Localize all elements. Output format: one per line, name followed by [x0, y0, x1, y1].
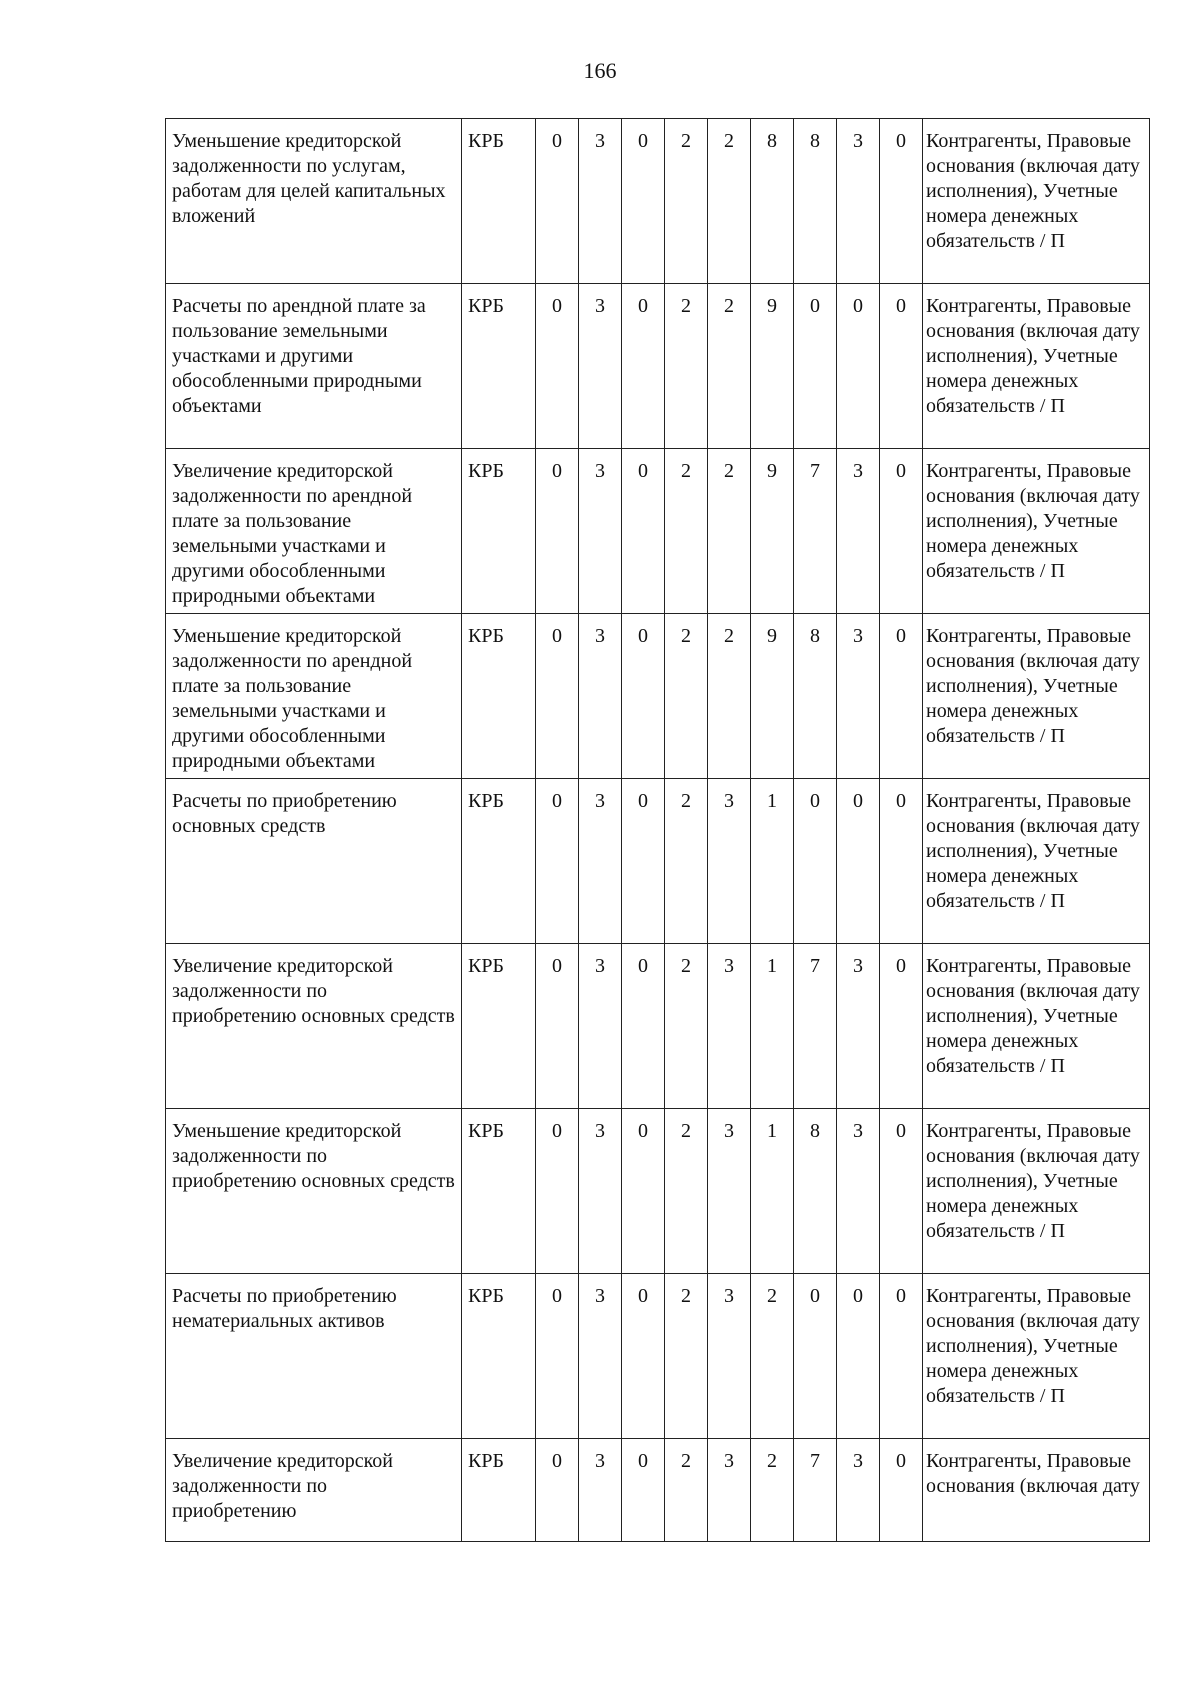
- account-digit: 0: [837, 1274, 880, 1439]
- account-digit: 2: [708, 119, 751, 284]
- account-digit: 3: [837, 119, 880, 284]
- table-row: [166, 449, 1150, 614]
- table-row: [166, 1109, 1150, 1274]
- account-digit: 0: [880, 1274, 923, 1439]
- account-digit: 3: [579, 614, 622, 779]
- account-digit: 2: [708, 614, 751, 779]
- account-digit: 2: [665, 284, 708, 449]
- table-body: [166, 119, 1150, 1542]
- account-digit: 0: [880, 449, 923, 614]
- account-digit: 0: [536, 944, 579, 1109]
- account-digit: 0: [880, 284, 923, 449]
- account-digit: 8: [751, 119, 794, 284]
- account-digit: 0: [794, 779, 837, 944]
- page-number: 166: [583, 58, 617, 83]
- row-description: Увеличение кредиторской задолженности по приобретению основных средств: [166, 944, 462, 1109]
- account-digit: 8: [794, 119, 837, 284]
- row-analytics: Контрагенты, Правовые основания (включая дату исполнения), Учетные номера денежных обязательств / П: [923, 779, 1150, 944]
- account-digit: 0: [536, 119, 579, 284]
- account-digit: 0: [880, 779, 923, 944]
- account-digit: 0: [880, 1439, 923, 1542]
- row-description: Увеличение кредиторской задолженности по приобретению: [166, 1439, 462, 1542]
- account-digit: 0: [794, 284, 837, 449]
- account-digit: 0: [536, 449, 579, 614]
- account-digit: 0: [622, 1439, 665, 1542]
- account-digit: 0: [837, 284, 880, 449]
- account-digit: 0: [622, 1109, 665, 1274]
- account-digit: 7: [794, 449, 837, 614]
- account-digit: 0: [536, 1274, 579, 1439]
- account-digit: 3: [708, 1274, 751, 1439]
- table-row: [166, 119, 1150, 284]
- row-code: КРБ: [462, 284, 536, 449]
- account-digit: 3: [579, 119, 622, 284]
- row-description: Уменьшение кредиторской задолженности по арендной плате за пользование земельными участками и другими обособленными природными объектами: [166, 614, 462, 779]
- account-digit: 2: [665, 1439, 708, 1542]
- account-digit: 2: [665, 119, 708, 284]
- row-code: КРБ: [462, 1274, 536, 1439]
- account-digit: 2: [665, 1274, 708, 1439]
- account-digit: 8: [794, 614, 837, 779]
- row-description: Расчеты по приобретению нематериальных активов: [166, 1274, 462, 1439]
- account-digit: 9: [751, 449, 794, 614]
- account-digit: 0: [880, 944, 923, 1109]
- row-code: КРБ: [462, 944, 536, 1109]
- account-digit: 1: [751, 944, 794, 1109]
- table-row: [166, 284, 1150, 449]
- account-digit: 7: [794, 944, 837, 1109]
- row-description: Расчеты по арендной плате за пользование земельными участками и другими обособленными природными объектами: [166, 284, 462, 449]
- row-code: КРБ: [462, 449, 536, 614]
- account-digit: 1: [751, 779, 794, 944]
- account-digit: 3: [579, 779, 622, 944]
- row-analytics: Контрагенты, Правовые основания (включая дату исполнения), Учетные номера денежных обязательств / П: [923, 1274, 1150, 1439]
- account-digit: 0: [536, 1109, 579, 1274]
- row-code: КРБ: [462, 1439, 536, 1542]
- account-digit: 0: [536, 284, 579, 449]
- account-digit: 3: [708, 1439, 751, 1542]
- account-digit: 3: [579, 1439, 622, 1542]
- account-digit: 3: [837, 614, 880, 779]
- row-analytics: Контрагенты, Правовые основания (включая дату исполнения), Учетные номера денежных обязательств / П: [923, 614, 1150, 779]
- account-digit: 0: [794, 1274, 837, 1439]
- account-digit: 3: [708, 779, 751, 944]
- account-digit: 2: [751, 1439, 794, 1542]
- account-digit: 0: [880, 119, 923, 284]
- account-digit: 3: [837, 944, 880, 1109]
- account-digit: 9: [751, 614, 794, 779]
- account-digit: 2: [665, 614, 708, 779]
- account-digit: 8: [794, 1109, 837, 1274]
- account-digit: 0: [622, 119, 665, 284]
- account-digit: 3: [579, 1274, 622, 1439]
- row-analytics: Контрагенты, Правовые основания (включая дату: [923, 1439, 1150, 1542]
- account-digit: 2: [665, 944, 708, 1109]
- account-digit: 3: [837, 1109, 880, 1274]
- account-digit: 2: [665, 449, 708, 614]
- account-digit: 0: [536, 614, 579, 779]
- account-digit: 0: [622, 284, 665, 449]
- row-analytics: Контрагенты, Правовые основания (включая дату исполнения), Учетные номера денежных обязательств / П: [923, 119, 1150, 284]
- account-digit: 0: [622, 614, 665, 779]
- account-digit: 0: [622, 1274, 665, 1439]
- account-digit: 2: [751, 1274, 794, 1439]
- row-analytics: Контрагенты, Правовые основания (включая дату исполнения), Учетные номера денежных обязательств / П: [923, 944, 1150, 1109]
- account-digit: 3: [579, 449, 622, 614]
- row-description: Уменьшение кредиторской задолженности по приобретению основных средств: [166, 1109, 462, 1274]
- table-row: [166, 614, 1150, 779]
- account-digit: 0: [536, 779, 579, 944]
- account-digit: 3: [579, 944, 622, 1109]
- account-digit: 3: [579, 284, 622, 449]
- row-code: КРБ: [462, 1109, 536, 1274]
- row-analytics: Контрагенты, Правовые основания (включая дату исполнения), Учетные номера денежных обязательств / П: [923, 449, 1150, 614]
- account-digit: 0: [622, 779, 665, 944]
- account-digit: 0: [622, 944, 665, 1109]
- account-digit: 0: [536, 1439, 579, 1542]
- account-digit: 2: [708, 449, 751, 614]
- row-description: Расчеты по приобретению основных средств: [166, 779, 462, 944]
- account-digit: 0: [880, 1109, 923, 1274]
- account-digit: 2: [708, 284, 751, 449]
- row-analytics: Контрагенты, Правовые основания (включая дату исполнения), Учетные номера денежных обязательств / П: [923, 284, 1150, 449]
- row-description: Уменьшение кредиторской задолженности по услугам, работам для целей капитальных вложений: [166, 119, 462, 284]
- account-digit: 2: [665, 779, 708, 944]
- table-row: [166, 1439, 1150, 1542]
- account-digit: 7: [794, 1439, 837, 1542]
- account-digit: 0: [880, 614, 923, 779]
- row-code: КРБ: [462, 779, 536, 944]
- account-digit: 0: [837, 779, 880, 944]
- account-digit: 2: [665, 1109, 708, 1274]
- row-code: КРБ: [462, 119, 536, 284]
- account-digit: 0: [622, 449, 665, 614]
- account-digit: 1: [751, 1109, 794, 1274]
- table-row: [166, 1274, 1150, 1439]
- row-description: Увеличение кредиторской задолженности по арендной плате за пользование земельными участками и другими обособленными природными объектами: [166, 449, 462, 614]
- account-digit: 3: [708, 944, 751, 1109]
- account-digit: 9: [751, 284, 794, 449]
- table-row: [166, 944, 1150, 1109]
- table-row: [166, 779, 1150, 944]
- account-digit: 3: [708, 1109, 751, 1274]
- accounts-table: [165, 118, 1150, 1542]
- account-digit: 3: [837, 449, 880, 614]
- account-digit: 3: [837, 1439, 880, 1542]
- row-analytics: Контрагенты, Правовые основания (включая дату исполнения), Учетные номера денежных обязательств / П: [923, 1109, 1150, 1274]
- row-code: КРБ: [462, 614, 536, 779]
- account-digit: 3: [579, 1109, 622, 1274]
